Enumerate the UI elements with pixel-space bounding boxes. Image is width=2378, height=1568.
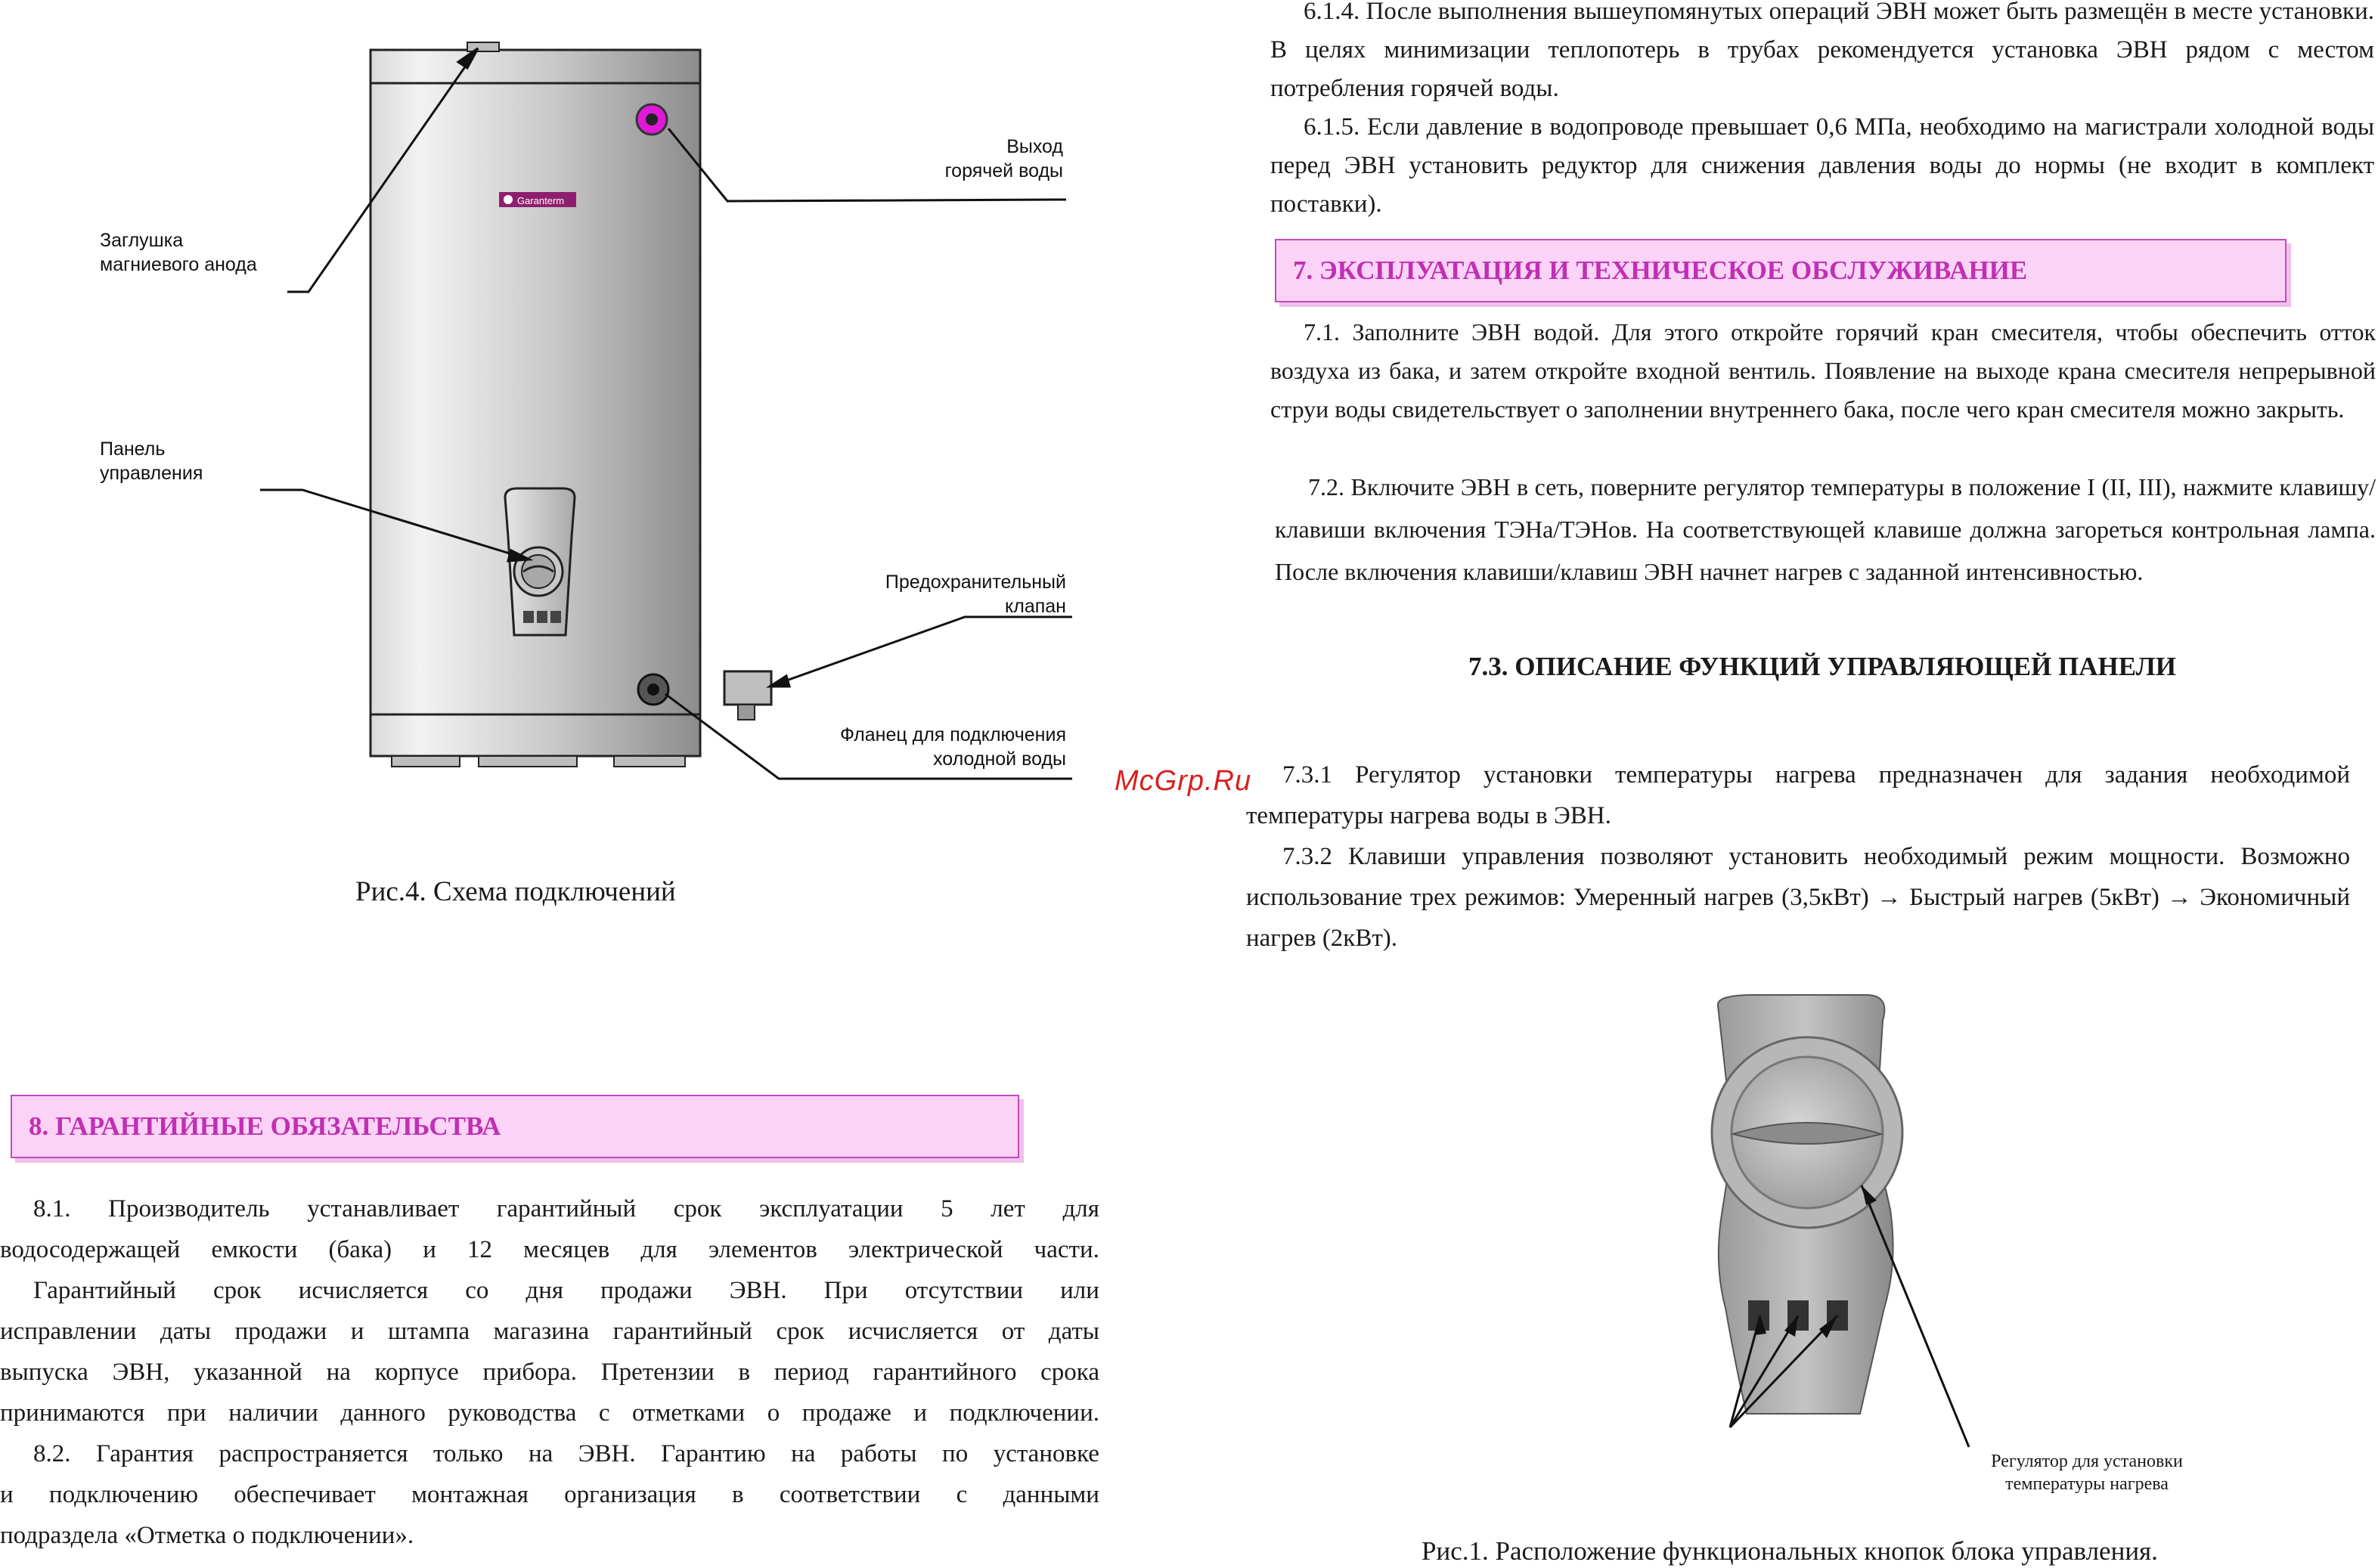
word: и: [350, 1318, 364, 1345]
word: дня: [526, 1277, 564, 1304]
word: эксплуатации: [759, 1195, 904, 1222]
word: или: [1060, 1277, 1099, 1304]
word: подключению: [48, 1481, 199, 1508]
hot-outlet-label: Выход горячей воды: [944, 136, 1063, 181]
word: руководства: [448, 1399, 577, 1427]
section8-text: [0, 1188, 1099, 1556]
word: продажи: [234, 1318, 327, 1345]
word: соответствии: [779, 1481, 921, 1508]
section7-text: [1270, 313, 2376, 429]
word: на: [528, 1440, 553, 1467]
safety-valve: [724, 671, 771, 720]
word: 12: [467, 1236, 493, 1263]
word: на: [791, 1440, 816, 1467]
word: срока: [1040, 1359, 1099, 1386]
word: принимаются: [0, 1399, 145, 1427]
word: организация: [564, 1481, 696, 1508]
section6-text: [1270, 0, 2374, 224]
word: гарантийный: [496, 1195, 637, 1222]
word: 5: [941, 1195, 953, 1222]
word: только: [433, 1440, 504, 1467]
word: продаже: [801, 1399, 891, 1427]
word: исправлении: [0, 1318, 137, 1345]
word: в: [738, 1359, 751, 1386]
word: исчисляется: [298, 1277, 429, 1304]
word: установке: [993, 1440, 1099, 1467]
word: магазина: [493, 1318, 590, 1345]
cold-water-flange: [638, 674, 668, 705]
word: и: [423, 1236, 436, 1263]
word: При: [823, 1277, 868, 1304]
word: и: [0, 1481, 14, 1508]
word: гарантийный: [612, 1318, 752, 1345]
word: прибора.: [482, 1359, 578, 1386]
word: с: [598, 1399, 610, 1427]
word: указанной: [194, 1359, 302, 1386]
word: даты: [1048, 1318, 1099, 1345]
word: по: [942, 1440, 969, 1467]
word: в: [732, 1481, 744, 1508]
brand-logo: [499, 192, 576, 207]
section8-line: [0, 1352, 1099, 1393]
word: Гарантийный: [33, 1277, 176, 1304]
water-heater-tank: [370, 50, 700, 767]
word: Гарантия: [96, 1440, 194, 1467]
word: данными: [1003, 1481, 1099, 1508]
word: на: [326, 1359, 351, 1386]
word: электрической: [848, 1236, 1003, 1263]
word: месяцев: [523, 1236, 610, 1263]
paragraph-7-1: 7.1. Заполните ЭВН водой. Для этого откройте горячий кран смесителя, чтобы обеспечить отток воздуха из бака, и затем откройте входной вентиль. Появление на выходе крана смесителя непрерывной струи воды свидетельствует о заполнении внутреннего бака, после чего кран смесителя можно закрыть.: [1270, 318, 2376, 423]
word: о: [767, 1399, 780, 1427]
word: элементов: [708, 1236, 817, 1263]
cold-flange-label: Фланец для подключения холодной воды: [839, 724, 1066, 770]
word: для: [640, 1236, 677, 1263]
word: водосодержащей: [0, 1236, 181, 1263]
control-panel-label: Панель управления: [100, 438, 203, 484]
paragraph-7-3-2: 7.3.2 Клавиши управления позволяют установить необходимый режим мощности. Возможно использование трех режимов: Умеренный нагрев (3,5кВт) → Быстрый нагрев (5кВт) → Экономичный нагрев (2кВт).: [1246, 843, 2350, 952]
word: штампа: [388, 1318, 470, 1345]
word: для: [1062, 1195, 1099, 1222]
control-panel: [505, 488, 575, 635]
anode-plug: [467, 42, 499, 51]
section8-line: [0, 1393, 1099, 1433]
word: корпусе: [374, 1359, 459, 1386]
word: и: [913, 1399, 928, 1427]
word: 8.1.: [33, 1195, 71, 1222]
hot-water-outlet: [637, 104, 667, 135]
section7-2-text: [1275, 466, 2376, 593]
section8-heading: 8. ГАРАНТИЙНЫЕ ОБЯЗАТЕЛЬСТВА: [11, 1095, 1019, 1158]
word: (бака): [328, 1236, 392, 1263]
word: Гарантию: [661, 1440, 766, 1467]
word: даты: [160, 1318, 212, 1345]
word: работы: [840, 1440, 917, 1467]
word: исчисляется: [848, 1318, 978, 1345]
section7-3-text: [1246, 755, 2350, 959]
section8-line: [0, 1474, 1099, 1515]
paragraph-7-3-1: 7.3.1 Регулятор установки температуры нагрева предназначен для задания необходимой температуры нагрева воды в ЭВН.: [1246, 761, 2350, 829]
word: обеспечивает: [234, 1481, 376, 1508]
figure1-caption: Рис.1. Расположение функциональных кнопок блока управления.: [1422, 1536, 2158, 1566]
word: с: [956, 1481, 968, 1508]
paragraph-7-2: 7.2. Включите ЭВН в сеть, поверните регулятор температуры в положение I (II, III), нажмите клавишу/клавиши включения ТЭНа/ТЭНов. На соответствующей клавише должна загореться контрольная лампа. После включения клавиши/клавиш ЭВН начнет нагрев с заданной интенсивностью.: [1275, 473, 2376, 585]
word: ЭВН.: [729, 1277, 787, 1304]
regulator-label: Регулятор для установки температуры нагрева: [1991, 1452, 2183, 1494]
word: монтажная: [411, 1481, 529, 1508]
word: продажи: [600, 1277, 693, 1304]
section8-line: [0, 1188, 1099, 1229]
word: части.: [1034, 1236, 1099, 1263]
section8-line: [0, 1229, 1099, 1270]
word: 8.2.: [33, 1440, 71, 1467]
paragraph-6-1-5: 6.1.5. Если давление в водопроводе превышает 0,6 МПа, необходимо на магистрали холодной воды перед ЭВН установить редуктор для снижения давления воды до нормы (не входит в комплект поставки).: [1270, 113, 2374, 218]
word: подключении.: [949, 1399, 1099, 1427]
word: Претензии: [600, 1359, 715, 1386]
word: данного: [340, 1399, 426, 1427]
word: ЭВН,: [112, 1359, 170, 1386]
word: распространяется: [219, 1440, 408, 1467]
word: срок: [212, 1277, 262, 1304]
word: период: [774, 1359, 849, 1386]
section7-heading: 7. ЭКСПЛУАТАЦИЯ И ТЕХНИЧЕСКОЕ ОБСЛУЖИВАНИЕ: [1275, 239, 2287, 302]
word: отметками: [632, 1399, 746, 1427]
word: емкости: [211, 1236, 298, 1263]
safety-valve-label: Предохранительный клапан: [885, 572, 1066, 617]
anode-plug-label: Заглушка магниевого анода: [100, 230, 257, 275]
svg-text:Garanterm: Garanterm: [517, 195, 565, 206]
word: срок: [673, 1195, 722, 1222]
section8-line: подраздела «Отметка о подключении».: [0, 1522, 414, 1549]
word: наличии: [228, 1399, 318, 1427]
figure4-caption: Рис.4. Схема подключений: [355, 876, 676, 907]
connection-diagram: [0, 0, 1180, 801]
section8-line: [0, 1433, 1099, 1474]
word: устанавливает: [307, 1195, 460, 1222]
control-panel-photo: [1663, 990, 2268, 1520]
word: срок: [776, 1318, 825, 1345]
word: со: [465, 1277, 489, 1304]
word: при: [166, 1399, 206, 1427]
subsection-7-3-heading: 7.3. ОПИСАНИЕ ФУНКЦИЙ УПРАВЛЯЮЩЕЙ ПАНЕЛИ: [1468, 652, 2176, 681]
word: выпуска: [0, 1359, 88, 1386]
section8-line: [0, 1270, 1099, 1311]
word: отсутствии: [904, 1277, 1024, 1304]
word: ЭВН.: [578, 1440, 636, 1467]
word: Производитель: [108, 1195, 270, 1222]
section8-line: [0, 1311, 1099, 1352]
word: от: [1001, 1318, 1025, 1345]
watermark: McGrp.Ru: [1115, 765, 1252, 797]
word: лет: [991, 1195, 1025, 1222]
word: гарантийного: [873, 1359, 1017, 1386]
paragraph-6-1-4: 6.1.4. После выполнения вышеупомянутых операций ЭВН может быть размещён в месте установки. В целях минимизации теплопотерь в трубах рекомендуется установка ЭВН рядом с местом потребления горячей воды.: [1270, 0, 2374, 102]
